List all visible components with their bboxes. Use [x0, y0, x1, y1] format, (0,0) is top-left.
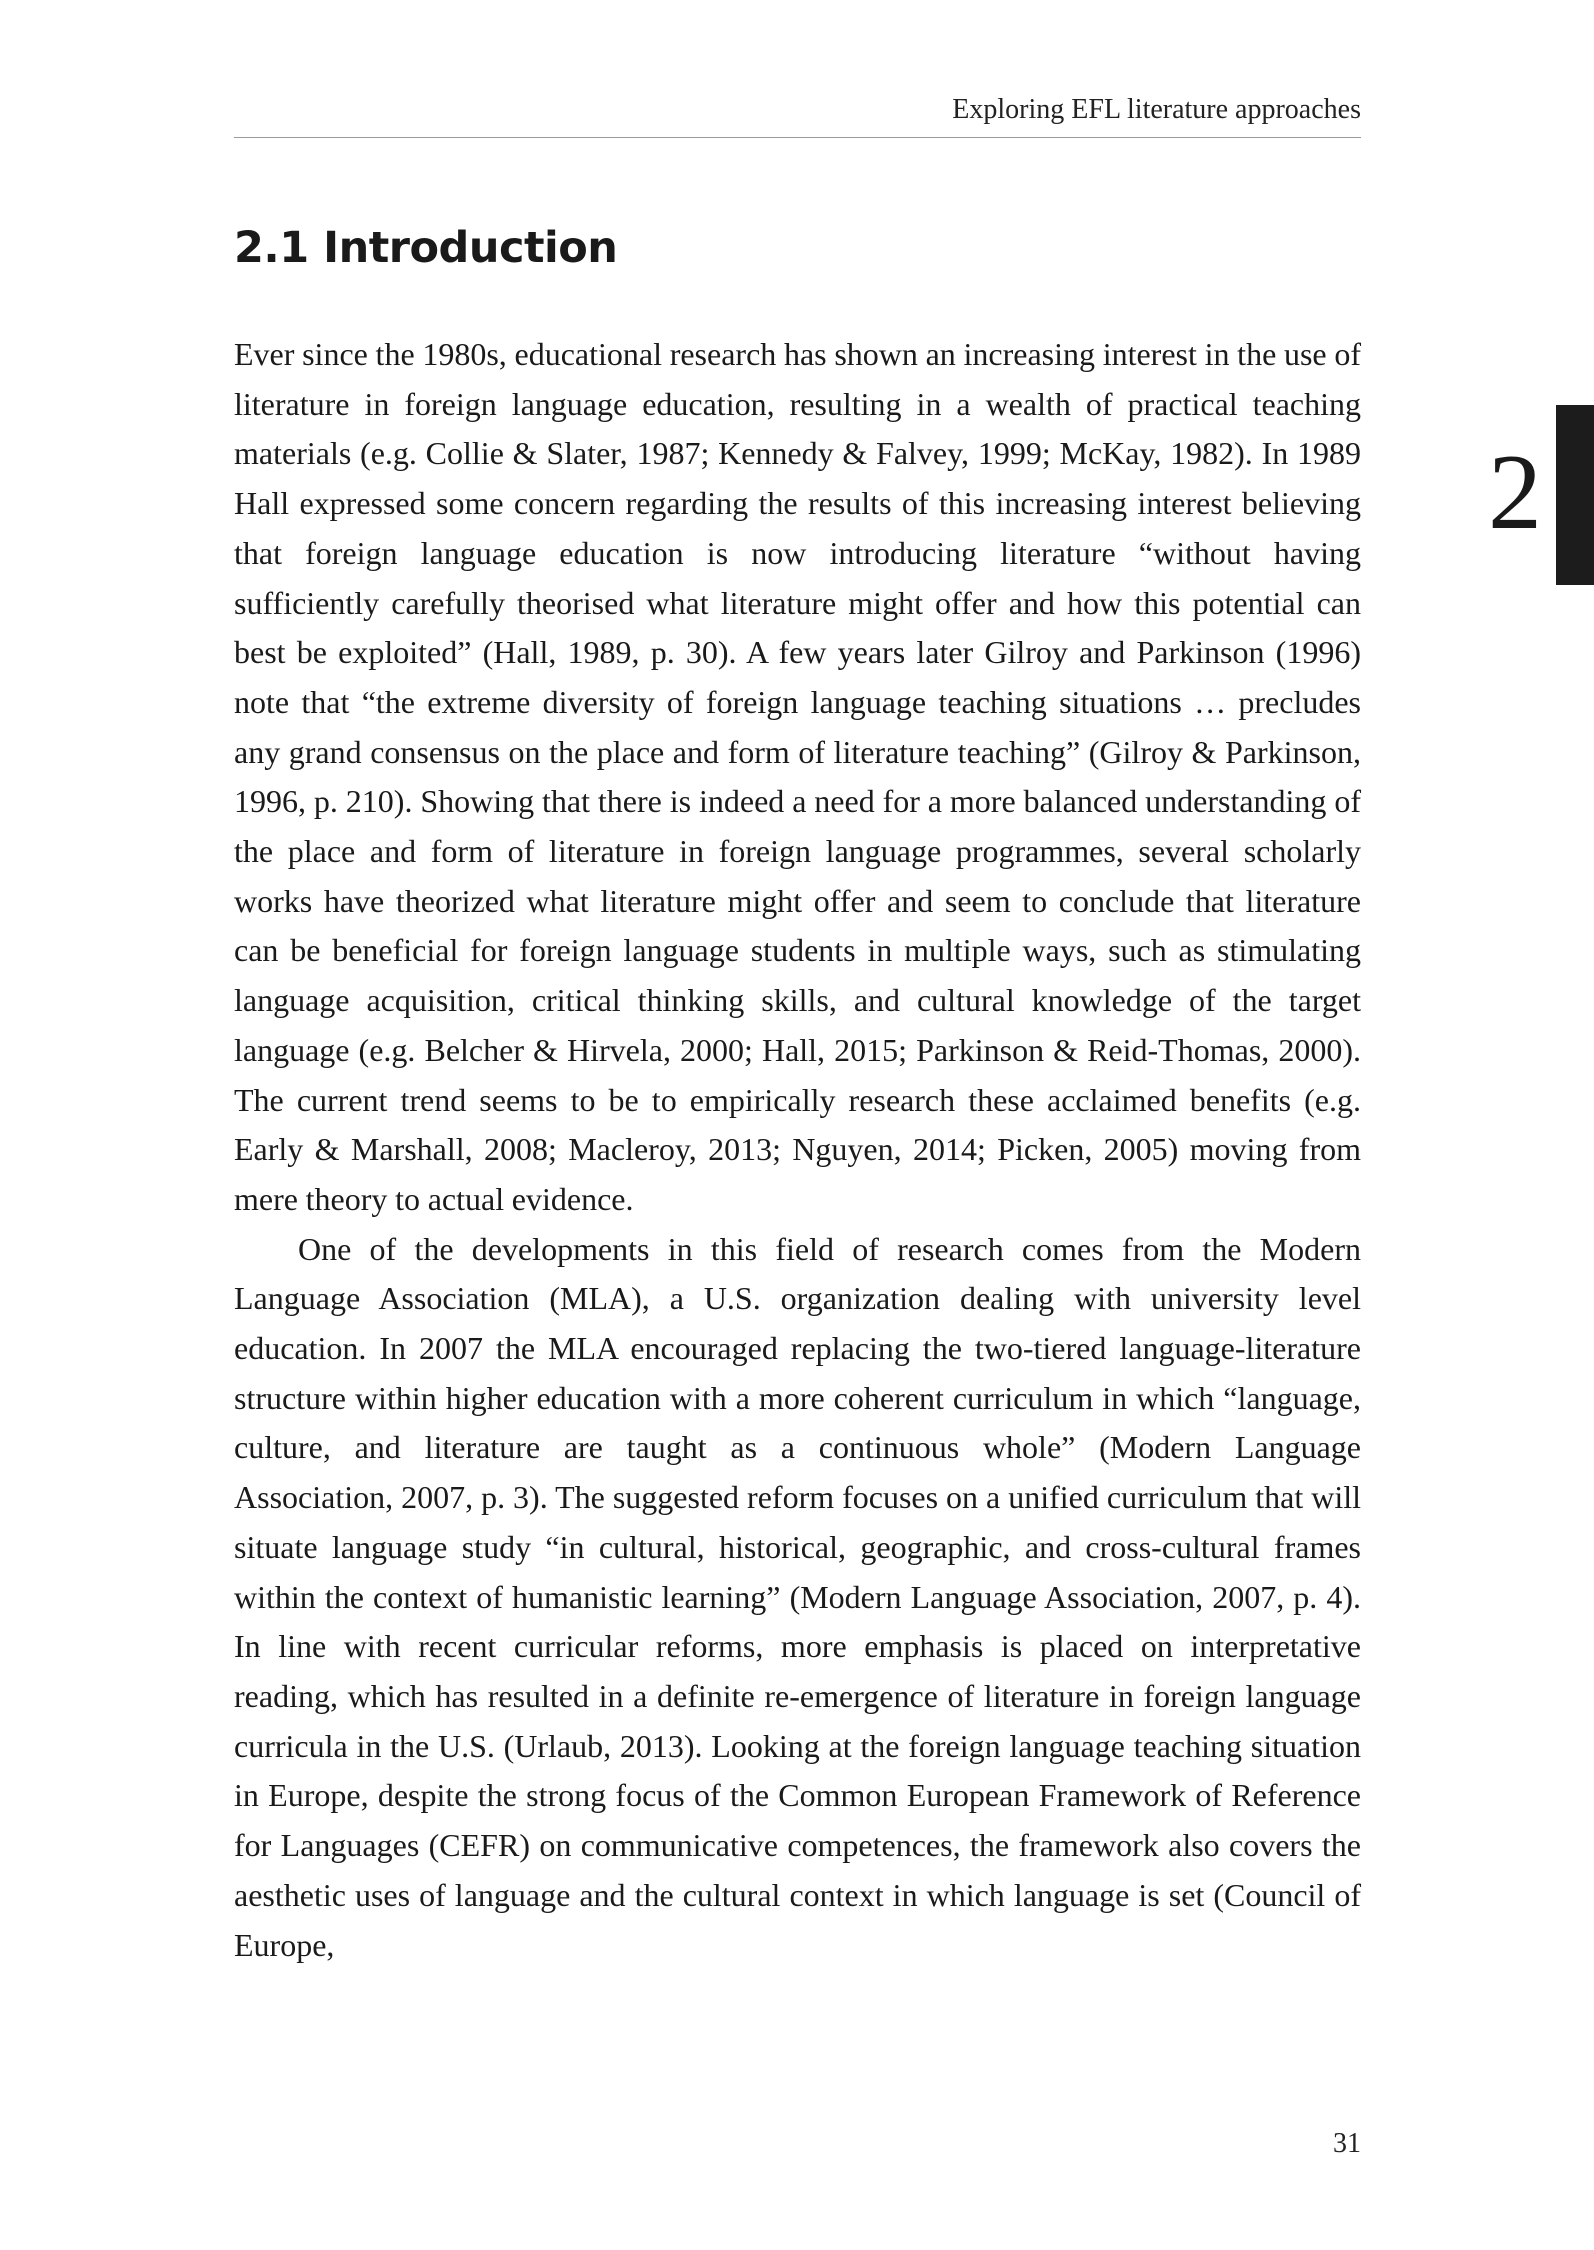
running-header: Exploring EFL literature approaches	[952, 94, 1361, 125]
body-text	[234, 330, 1361, 1970]
paragraph: One of the developments in this field of research comes from the Modern Language Association (MLA), a U.S. organization dealing with university level education. In 2007 the MLA encouraged replacing the two-tiered language-literature structure within higher education with a more coherent curriculum in which “language, culture, and literature are taught as a continuous whole” (Modern Language Association, 2007, p. 3). The suggested reform focuses on a unified curriculum that will situate language study “in cultural, historical, geographic, and cross-cultural frames within the context of humanistic learning” (Modern Language Association, 2007, p. 4). In line with recent curricular reforms, more emphasis is placed on interpretative reading, which has resulted in a definite re-emergence of literature in foreign language curricula in the U.S. (Urlaub, 2013). Looking at the foreign language teaching situation in Europe, despite the strong focus of the Common European Framework of Reference for Languages (CEFR) on communicative competences, the framework also covers the aesthetic uses of language and the cultural context in which language is set (Council of Europe,	[234, 1230, 1361, 1963]
header-rule	[234, 137, 1361, 138]
chapter-number: 2	[1488, 433, 1542, 552]
section-heading: 2.1 Introduction	[234, 223, 618, 273]
chapter-thumb-tab	[1556, 405, 1594, 585]
paragraph: Ever since the 1980s, educational research has shown an increasing interest in the use of literature in foreign language education, resulting in a wealth of practical teaching materials (e.g. Collie & Slater, 1987; Kennedy & Falvey, 1999; McKay, 1982). In 1989 Hall expressed some concern regarding the results of this increasing interest believing that foreign language education is now introducing literature “without having sufficiently carefully theorised what literature might offer and how this potential can best be exploited” (Hall, 1989, p. 30). A few years later Gilroy and Parkinson (1996) note that “the extreme diversity of foreign language teaching situations … precludes any grand consensus on the place and form of literature teaching” (Gilroy & Parkinson, 1996, p. 210). Showing that there is indeed a need for a more balanced understanding of the place and form of literature in foreign language programmes, several scholarly works have theorized what literature might offer and seem to conclude that literature can be beneficial for foreign language students in multiple ways, such as stimulating language acquisition, critical thinking skills, and cultural knowledge of the target language (e.g. Belcher & Hirvela, 2000; Hall, 2015; Parkinson & Reid-Thomas, 2000). The current trend seems to be to empirically research these acclaimed benefits (e.g. Early & Marshall, 2008; Macleroy, 2013; Nguyen, 2014; Picken, 2005) moving from mere theory to actual evidence.	[234, 336, 1361, 1217]
page-number: 31	[1333, 2128, 1361, 2159]
